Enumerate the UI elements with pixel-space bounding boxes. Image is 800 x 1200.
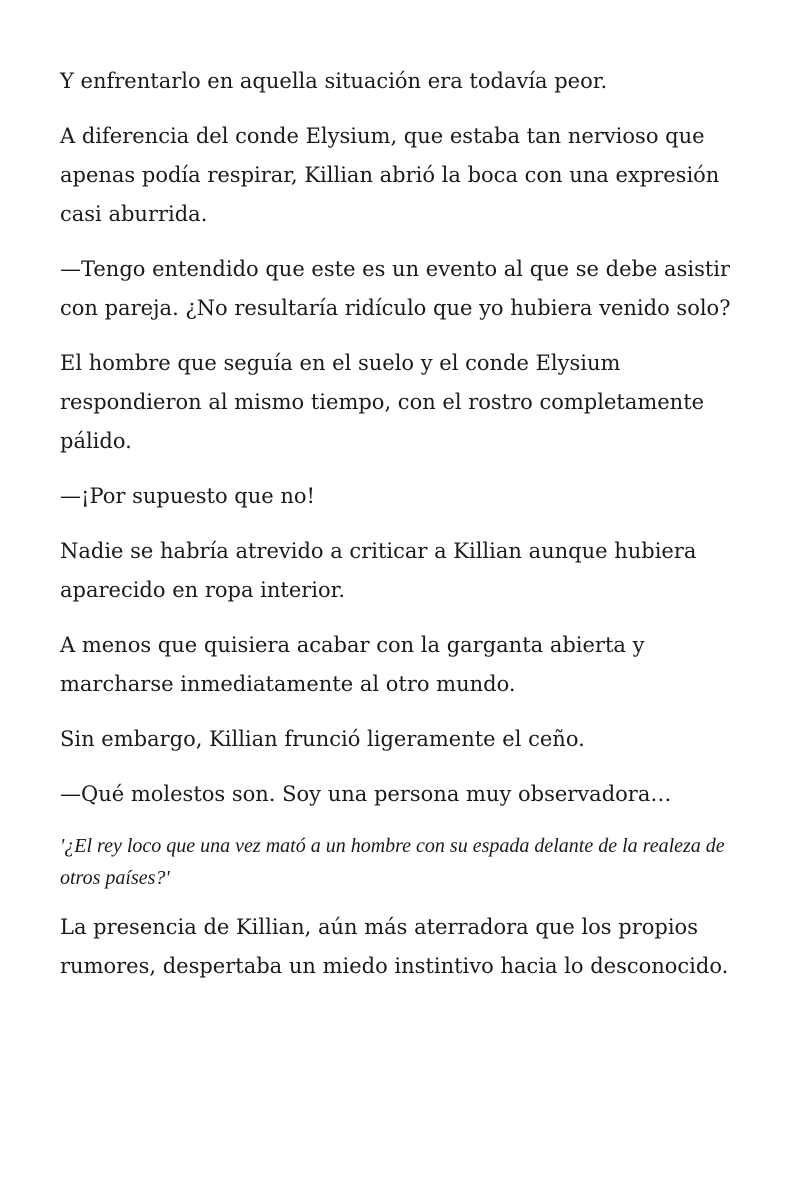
paragraph: La presencia de Killian, aún más aterradora que los propios rumores, despertaba un miedo instintivo hacia lo desconocido. xyxy=(60,915,729,978)
paragraph: A menos que quisiera acabar con la garganta abierta y marcharse inmediatamente al otro mundo. xyxy=(60,633,645,696)
thought-paragraph: '¿El rey loco que una vez mató a un hombre con su espada delante de la realeza de otros países?' xyxy=(60,835,725,889)
dialogue-paragraph: —Tengo entendido que este es un evento al que se debe asistir con pareja. ¿No resultaría ridículo que yo hubiera venido solo? xyxy=(60,257,731,320)
paragraph: A diferencia del conde Elysium, que estaba tan nervioso que apenas podía respirar, Killian abrió la boca con una expresión casi aburrida. xyxy=(60,124,720,226)
paragraph: Nadie se habría atrevido a criticar a Killian aunque hubiera aparecido en ropa interior. xyxy=(60,539,697,602)
reading-page xyxy=(60,62,750,1002)
paragraph: El hombre que seguía en el suelo y el conde Elysium respondieron al mismo tiempo, con el rostro completamente pálido. xyxy=(60,351,705,453)
dialogue-paragraph: —Qué molestos son. Soy una persona muy observadora… xyxy=(60,782,672,806)
paragraph: Y enfrentarlo en aquella situación era todavía peor. xyxy=(60,69,608,93)
paragraph: Sin embargo, Killian frunció ligeramente el ceño. xyxy=(60,727,585,751)
dialogue-paragraph: —¡Por supuesto que no! xyxy=(60,484,315,508)
